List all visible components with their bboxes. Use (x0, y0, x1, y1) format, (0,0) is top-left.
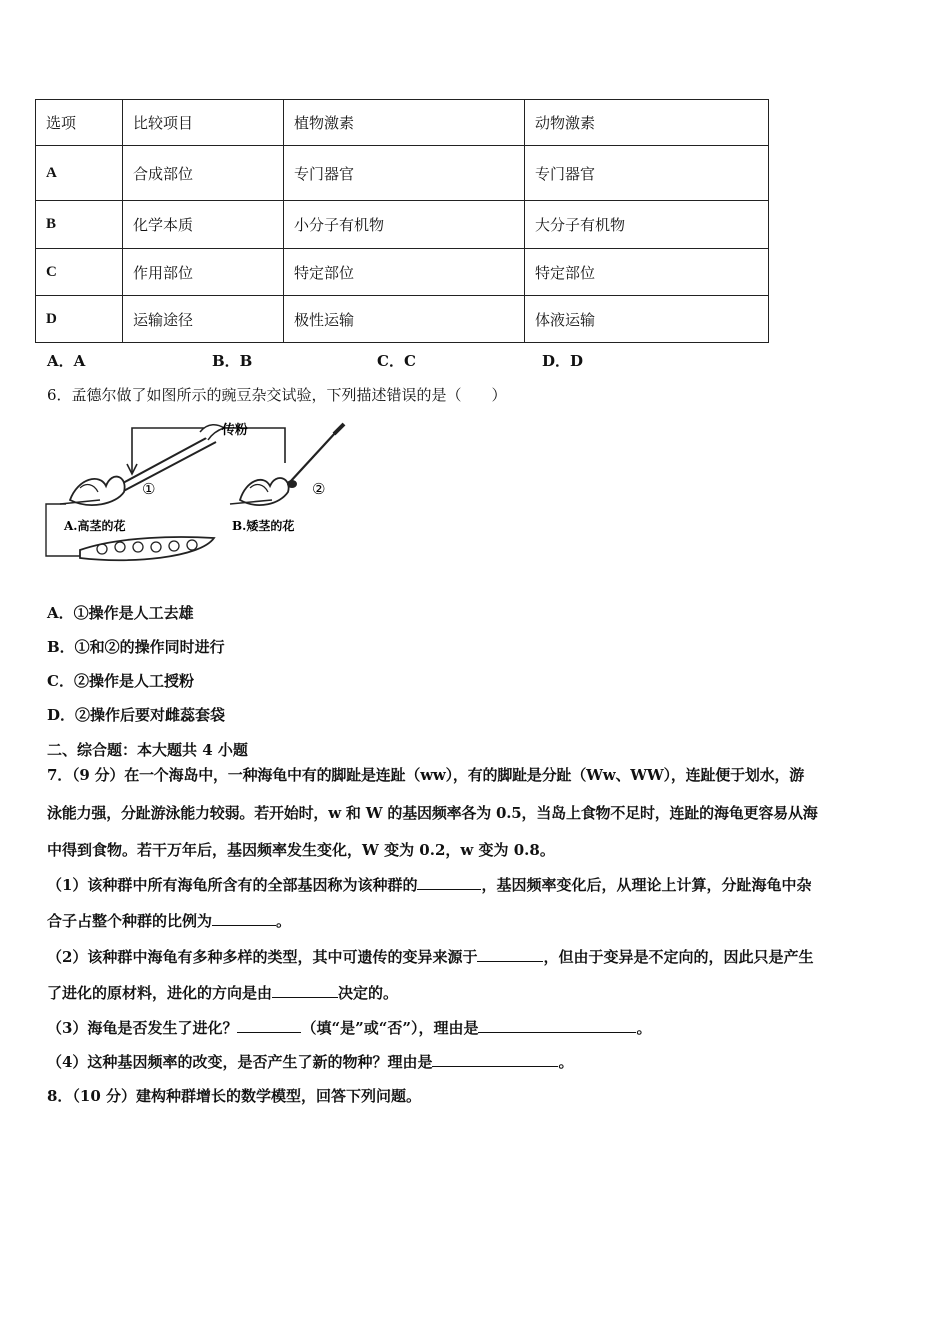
q7-sub1-line2 (47, 910, 291, 931)
header-plant: 植物激素 (284, 100, 525, 146)
answer-blank[interactable] (212, 911, 276, 926)
cell: 大分子有机物 (525, 201, 769, 249)
q7-sub3 (47, 1017, 651, 1038)
cell: 化学本质 (123, 201, 284, 249)
cell: A (36, 146, 123, 201)
step1-label: ① (142, 480, 156, 498)
header-option: 选项 (36, 100, 123, 146)
transfer-label: 传粉 (222, 423, 249, 438)
cell: 运输途径 (123, 296, 284, 343)
q5-option-b: B．B (212, 352, 253, 370)
q7-sub4-text-a: （4）这种基因频率的改变，是否产生了新的物种？理由是 (47, 1053, 433, 1071)
answer-blank[interactable] (477, 947, 543, 962)
answer-blank[interactable] (272, 983, 338, 998)
q7-sub2-text-a: （2）该种群中海龟有多种多样的类型，其中可遗传的变异来源于 (47, 948, 478, 966)
q5-option-a: A．A (47, 352, 86, 370)
q7-sub4 (47, 1051, 573, 1072)
q7-sub1-text-b: ，基因频率变化后，从理论上计算，分趾海龟中杂 (481, 876, 812, 894)
table-header-row (36, 100, 769, 146)
pea-cross-illustration (40, 418, 360, 568)
cell: 合成部位 (123, 146, 284, 201)
cell: D (36, 296, 123, 343)
flower-a-label: A.高茎的花 (64, 519, 126, 533)
table-row (36, 249, 769, 296)
answer-blank[interactable] (478, 1018, 636, 1033)
flower-b-label: B.矮茎的花 (232, 519, 295, 533)
q7-sub2-text-d: 决定的。 (338, 984, 399, 1002)
q7-sub2-line1 (47, 946, 813, 967)
answer-blank[interactable] (417, 875, 481, 890)
q7-sub2-line2 (47, 982, 398, 1003)
q7-sub1-text-d: 。 (276, 912, 292, 930)
pea-cross-figure (40, 418, 360, 568)
cell: 极性运输 (284, 296, 525, 343)
q7-sub3-text-b: （填“是”或“否”），理由是 (301, 1019, 479, 1037)
cell: C (36, 249, 123, 296)
q7-line2: 泳能力强，分趾游泳能力较弱。若开始时，w 和 W 的基因频率各为 0.5，当岛上食物不足时，连趾的海龟更容易从海 (47, 804, 818, 822)
cell: 专门器官 (525, 146, 769, 201)
header-animal: 动物激素 (525, 100, 769, 146)
q7-sub1-text-c: 合子占整个种群的比例为 (47, 912, 213, 930)
q6-stem: 6．孟德尔做了如图所示的豌豆杂交试验，下列描述错误的是（ ） (47, 386, 507, 404)
comparison-table (35, 99, 769, 343)
q7-sub3-text-a: （3）海龟是否发生了进化？ (47, 1019, 238, 1037)
cell: 专门器官 (284, 146, 525, 201)
table-row (36, 201, 769, 249)
cell: 特定部位 (284, 249, 525, 296)
table-row (36, 146, 769, 201)
q6-option-d: D．②操作后要对雌蕊套袋 (47, 706, 226, 724)
cell: B (36, 201, 123, 249)
q5-option-d: D．D (542, 352, 584, 370)
step2-label: ② (312, 480, 326, 498)
q7-sub4-text-b: 。 (558, 1053, 574, 1071)
table-row (36, 296, 769, 343)
cell: 特定部位 (525, 249, 769, 296)
section-heading: 二、综合题：本大题共 4 小题 (47, 741, 248, 759)
q7-sub1-line1 (47, 874, 811, 895)
q7-line1: 7．（9 分）在一个海岛中，一种海龟中有的脚趾是连趾（ww），有的脚趾是分趾（Ww、WW），连趾便于划水，游 (47, 766, 805, 784)
q7-line3: 中得到食物。若干万年后，基因频率发生变化，W 变为 0.2，w 变为 0.8。 (47, 841, 555, 859)
q6-option-b: B．①和②的操作同时进行 (47, 638, 225, 656)
q8-stem: 8．（10 分）建构种群增长的数学模型，回答下列问题。 (47, 1087, 422, 1105)
header-item: 比较项目 (123, 100, 284, 146)
q6-option-c: C．②操作是人工授粉 (47, 672, 194, 690)
answer-blank[interactable] (237, 1018, 301, 1033)
q7-sub2-text-b: ，但由于变异是不定向的，因此只是产生 (543, 948, 814, 966)
q6-option-a: A．①操作是人工去雄 (47, 604, 194, 622)
q7-sub1-text-a: （1）该种群中所有海龟所含有的全部基因称为该种群的 (47, 876, 418, 894)
q7-sub3-text-c: 。 (636, 1019, 652, 1037)
q7-sub2-text-c: 了进化的原材料，进化的方向是由 (47, 984, 273, 1002)
cell: 小分子有机物 (284, 201, 525, 249)
q5-option-c: C．C (377, 352, 416, 370)
answer-blank[interactable] (432, 1052, 558, 1067)
cell: 作用部位 (123, 249, 284, 296)
cell: 体液运输 (525, 296, 769, 343)
